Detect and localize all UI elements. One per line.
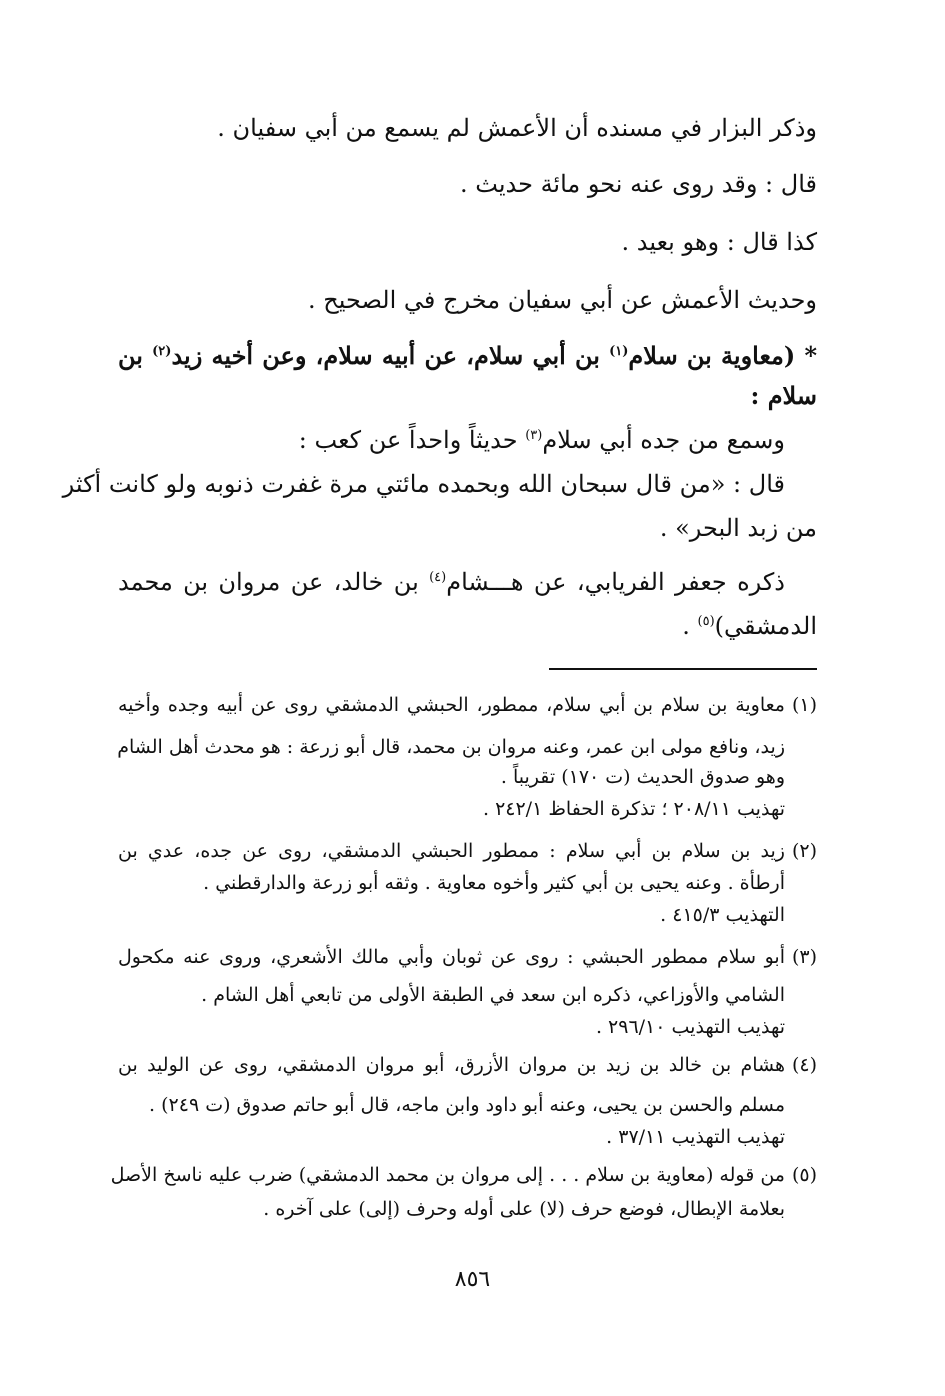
text-span: بن خالد، عن مروان بن محمد xyxy=(118,568,430,596)
footnote-line: زيد، ونافع مولى ابن عمر، وعنه مروان بن محمد، قال أبو زرعة : هو محدث أهل الشام xyxy=(117,736,785,758)
footnote-ref: (١) xyxy=(609,344,629,359)
footnote-number: (٢) xyxy=(791,840,817,862)
text-line xyxy=(62,468,785,500)
footnote-line: الشامي والأوزاعي، ذكره ابن سعد في الطبقة الأولى من تابعي أهل الشام . xyxy=(201,984,785,1006)
footnote-line: مسلم والحسن بن يحيى، وعنه أبو داود وابن ماجه، قال أبو حاتم صدوق (ت ٢٤٩) . xyxy=(149,1094,785,1116)
footnote-number: (٣) xyxy=(791,946,817,968)
text-span: وحديث الأعمش عن أبي سفيان مخرج في الصحيح . xyxy=(307,286,817,314)
footnote-line: من قوله (معاوية بن سلام . . . إلى مروان بن محمد الدمشقي) ضرب عليه ناسخ الأصل xyxy=(110,1164,785,1186)
text-line xyxy=(118,226,817,258)
text-span: الدمشقي) xyxy=(714,612,817,640)
text-line xyxy=(118,284,817,316)
footnote-line: بعلامة الإبطال، فوضع حرف (لا) على أوله وحرف (إلى) على آخره . xyxy=(263,1198,785,1220)
footnote-line: تهذيب التهذيب ٣٧/١١ . xyxy=(606,1126,785,1148)
text-line xyxy=(118,168,817,200)
entry-name: بن أبي سلام، عن أبيه سلام، وعن أخيه زيد xyxy=(171,341,610,370)
footnote-line: تهذيب ٢٠٨/١١ ؛ تذكرة الحفاظ ٢٤٢/١ . xyxy=(482,798,785,820)
footnote-number: (٥) xyxy=(791,1164,817,1186)
footnote-line: أبو سلام ممطور الحبشي : روى عن ثوبان وأبي مالك الأشعري، وروى عنه مكحول xyxy=(118,946,785,968)
text-span: ذكره جعفر الفريابي، عن هـــشام xyxy=(446,568,785,596)
text-span: قال : «من قال سبحان الله وبحمده مائتي مرة غفرت ذنوبه ولو كانت أكثر xyxy=(62,470,785,498)
entry-name: (معاوية بن سلام xyxy=(628,341,796,370)
page-number: ٨٥٦ xyxy=(454,1267,491,1292)
footnote-line: وهو صدوق الحديث (ت ١٧٠) تقريباً . xyxy=(500,766,785,788)
footnote-line: تهذيب التهذيب ٢٩٦/١٠ . xyxy=(595,1016,785,1038)
text-line xyxy=(118,112,817,144)
footnote-line: أرطأة . وعنه يحيى بن أبي كثير وأخوه معاوية . وثقه أبو زرعة والدارقطني . xyxy=(203,872,785,894)
footnote-ref: (٣) xyxy=(525,428,543,443)
entry-marker: * xyxy=(804,341,818,370)
text-span: حديثاً واحداً عن كعب : xyxy=(298,426,526,454)
footnote-ref: (٢) xyxy=(152,344,172,359)
text-line xyxy=(118,424,785,456)
footnote-ref: (٤) xyxy=(429,570,447,585)
text-span: قال : وقد روى عنه نحو مائة حديث . xyxy=(460,170,817,198)
text-span: . xyxy=(682,612,698,640)
text-line xyxy=(118,566,785,598)
footnote-separator xyxy=(549,668,817,670)
text-line xyxy=(118,610,817,642)
footnote-line: زيد بن سلام بن أبي سلام : ممطور الحبشي الدمشقي، روى عن جده، عدي بن xyxy=(118,840,785,862)
entry-name: بن xyxy=(118,341,153,370)
text-span: وذكر البزار في مسنده أن الأعمش لم يسمع من أبي سفيان . xyxy=(217,114,817,142)
footnote-number: (١) xyxy=(791,694,817,716)
footnote-line: التهذيب ٤١٥/٣ . xyxy=(660,904,785,926)
entry-heading-cont xyxy=(118,380,817,412)
text-span: وسمع من جده أبي سلام xyxy=(542,426,785,454)
footnote-line: هشام بن خالد بن زيد بن مروان الأزرق، أبو مروان الدمشقي، روى عن الوليد بن xyxy=(118,1054,785,1076)
footnote-ref: (٥) xyxy=(697,614,715,629)
text-line xyxy=(118,512,817,544)
entry-heading xyxy=(118,340,817,372)
text-span: من زبد البحر» . xyxy=(659,514,817,542)
footnote-number: (٤) xyxy=(791,1054,817,1076)
text-span: كذا قال : وهو بعيد . xyxy=(621,228,817,256)
footnote-line: معاوية بن سلام بن أبي سلام، ممطور، الحبشي الدمشقي روى عن أبيه وجده وأخيه xyxy=(118,694,785,716)
entry-name: سلام : xyxy=(750,381,817,410)
